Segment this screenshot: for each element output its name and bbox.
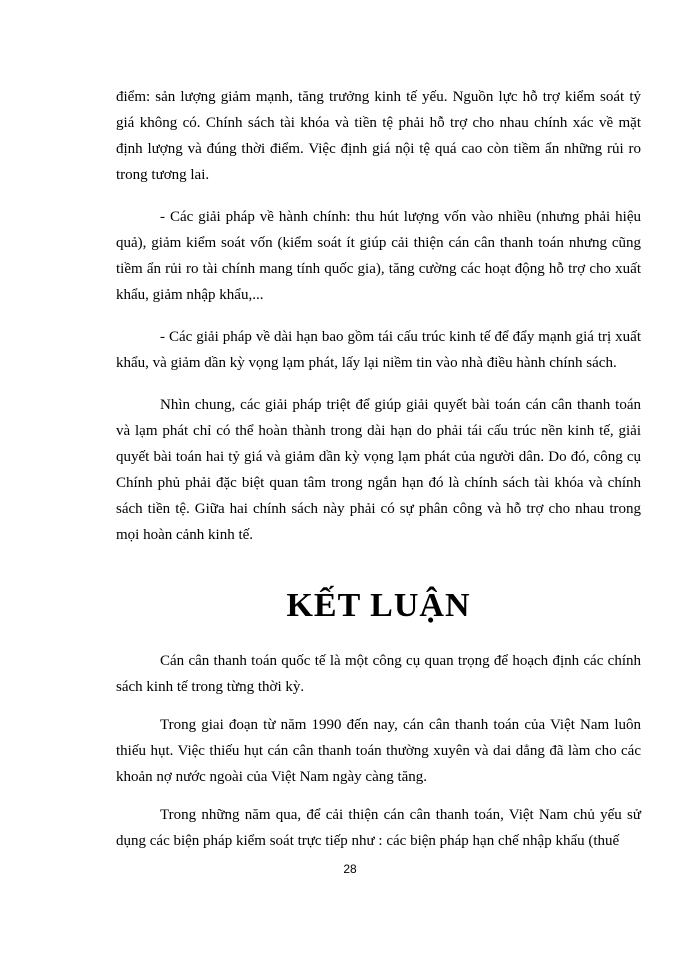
conclusion-paragraph: Cán cân thanh toán quốc tế là một công cụ quan trọng để hoạch định các chính sách kinh tế trong từng thời kỳ. — [116, 653, 641, 695]
paragraph-continued: điểm: sản lượng giảm mạnh, tăng trưởng kinh tế yếu. Nguồn lực hỗ trợ kiểm soát tỷ giá không có. Chính sách tài khóa và tiền tệ phải hỗ trợ cho nhau chính xác về mặt định lượng và đúng thời điểm. Việc định giá nội tệ quá cao còn tiềm ẩn những rủi ro trong tương lai. — [116, 89, 641, 183]
conclusion-section — [116, 648, 641, 854]
paragraph-administrative-solutions: - Các giải pháp về hành chính: thu hút lượng vốn vào nhiều (nhưng phải hiệu quả), giảm kiểm soát vốn (kiểm soát ít giúp cải thiện cán cân thanh toán nhưng cũng tiềm ẩn rủi ro tài chính mang tính quốc gia), tăng cường các hoạt động hỗ trợ cho xuất khẩu, giảm nhập khẩu,... — [116, 209, 641, 303]
paragraph-summary: Nhìn chung, các giải pháp triệt để giúp giải quyết bài toán cán cân thanh toán và lạm phát chỉ có thể hoàn thành trong dài hạn do phải tái cấu trúc nền kinh tế, giải quyết bài toán hai tỷ giá và giảm dần kỳ vọng lạm phát của người dân. Do đó, công cụ Chính phủ phải đặc biệt quan tâm trong ngắn hạn đó là chính sách tài khóa và chính sách tiền tệ. Giữa hai chính sách này phải có sự phân công và hỗ trợ cho nhau trong mọi hoàn cảnh kinh tế. — [116, 397, 641, 543]
page-content — [116, 84, 641, 866]
conclusion-heading: KẾT LUẬN — [286, 587, 471, 624]
conclusion-paragraph: Trong những năm qua, để cải thiện cán cân thanh toán, Việt Nam chủ yếu sử dụng các biện pháp kiểm soát trực tiếp như : các biện pháp hạn chế nhập khẩu (thuế — [116, 807, 641, 849]
paragraph-long-term-solutions: - Các giải pháp về dài hạn bao gồm tái cấu trúc kinh tế để đẩy mạnh giá trị xuất khẩu, và giảm dần kỳ vọng lạm phát, lấy lại niềm tin vào nhà điều hành chính sách. — [116, 329, 641, 371]
conclusion-paragraph: Trong giai đoạn từ năm 1990 đến nay, cán cân thanh toán của Việt Nam luôn thiếu hụt. Việc thiếu hụt cán cân thanh toán thường xuyên và dai dẳng đã làm cho các khoản nợ nước ngoài của Việt Nam ngày càng tăng. — [116, 717, 641, 785]
page-number: 28 — [343, 862, 357, 876]
